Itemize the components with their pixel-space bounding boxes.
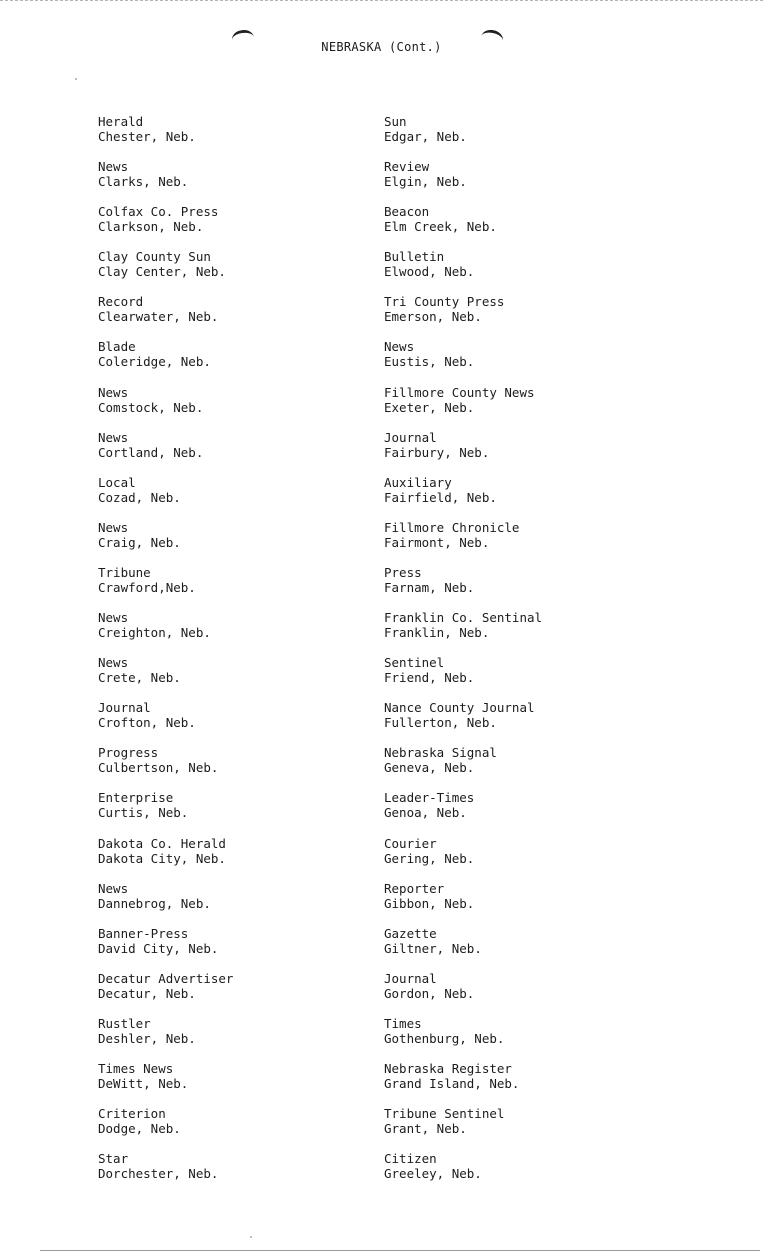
newspaper-entry [384, 700, 684, 745]
newspaper-entry [384, 790, 684, 835]
newspaper-location: Clay Center, Neb. [98, 264, 226, 280]
newspaper-entry [384, 610, 684, 655]
newspaper-location: Geneva, Neb. [384, 760, 475, 776]
newspaper-entry [98, 339, 398, 384]
newspaper-entry [98, 655, 398, 700]
newspaper-location: Curtis, Neb. [98, 805, 189, 821]
newspaper-name: Decatur Advertiser [98, 970, 234, 986]
newspaper-entry [384, 565, 684, 610]
right-column [384, 114, 684, 1196]
newspaper-entry [98, 1151, 398, 1196]
newspaper-location: Gibbon, Neb. [384, 895, 475, 911]
newspaper-location: Crofton, Neb. [98, 715, 196, 731]
newspaper-entry [384, 971, 684, 1016]
newspaper-entry [384, 881, 684, 926]
newspaper-name: Rustler [98, 1015, 151, 1031]
newspaper-entry [98, 1061, 398, 1106]
newspaper-name: Herald [98, 114, 144, 129]
newspaper-location: Creighton, Neb. [98, 625, 211, 641]
newspaper-name: Reporter [384, 880, 445, 896]
newspaper-location: Franklin, Neb. [384, 625, 490, 641]
newspaper-location: Gering, Neb. [384, 850, 475, 866]
newspaper-entry [384, 475, 684, 520]
newspaper-name: Fillmore Chronicle [384, 519, 520, 535]
newspaper-name: Progress [98, 745, 159, 761]
newspaper-entry [384, 204, 684, 249]
newspaper-location: Emerson, Neb. [384, 309, 482, 325]
newspaper-entry [384, 926, 684, 971]
newspaper-name: Journal [384, 970, 437, 986]
paper-speck [75, 78, 77, 80]
newspaper-entry [98, 204, 398, 249]
newspaper-location: Coleridge, Neb. [98, 354, 211, 370]
newspaper-location: Chester, Neb. [98, 129, 196, 144]
newspaper-entry [384, 745, 684, 790]
newspaper-location: DeWitt, Neb. [98, 1075, 189, 1091]
newspaper-location: Giltner, Neb. [384, 940, 482, 956]
newspaper-name: Journal [384, 429, 437, 445]
newspaper-location: Culbertson, Neb. [98, 760, 219, 776]
newspaper-name: News [98, 880, 129, 896]
newspaper-name: Criterion [98, 1106, 166, 1122]
newspaper-location: Grand Island, Neb. [384, 1075, 520, 1091]
newspaper-location: Elgin, Neb. [384, 174, 467, 190]
newspaper-location: Dorchester, Neb. [98, 1166, 219, 1182]
newspaper-entry [384, 1016, 684, 1061]
newspaper-name: News [98, 655, 129, 671]
newspaper-location: Fullerton, Neb. [384, 715, 497, 731]
newspaper-name: News [98, 384, 129, 400]
newspaper-name: Local [98, 474, 136, 490]
newspaper-location: Comstock, Neb. [98, 399, 204, 415]
newspaper-name: Auxiliary [384, 474, 452, 490]
newspaper-entry [384, 294, 684, 339]
newspaper-location: Farnam, Neb. [384, 579, 475, 595]
newspaper-location: Fairfield, Neb. [384, 489, 497, 505]
newspaper-location: Gordon, Neb. [384, 985, 475, 1001]
newspaper-name: News [98, 610, 129, 626]
newspaper-location: Craig, Neb. [98, 534, 181, 550]
newspaper-name: News [384, 339, 415, 355]
newspaper-entry [384, 249, 684, 294]
newspaper-entry [384, 114, 684, 159]
newspaper-location: Clarks, Neb. [98, 174, 189, 190]
newspaper-location: Decatur, Neb. [98, 985, 196, 1001]
newspaper-entry [98, 836, 398, 881]
newspaper-name: Sun [384, 114, 407, 129]
newspaper-name: Leader-Times [384, 790, 475, 806]
newspaper-entry [98, 565, 398, 610]
newspaper-name: Sentinel [384, 655, 445, 671]
page-title: NEBRASKA (Cont.) [321, 40, 442, 54]
newspaper-entry [384, 1151, 684, 1196]
newspaper-location: Clearwater, Neb. [98, 309, 219, 325]
newspaper-name: Tribune [98, 564, 151, 580]
newspaper-name: News [98, 429, 129, 445]
newspaper-name: Banner-Press [98, 925, 189, 941]
newspaper-entry [384, 430, 684, 475]
newspaper-name: Times [384, 1015, 422, 1031]
newspaper-name: Fillmore County News [384, 384, 535, 400]
newspaper-location: Dakota City, Neb. [98, 850, 226, 866]
newspaper-entry [384, 339, 684, 384]
newspaper-location: Fairbury, Neb. [384, 444, 490, 460]
newspaper-location: Edgar, Neb. [384, 129, 467, 144]
newspaper-name: Citizen [384, 1151, 437, 1167]
newspaper-location: Elwood, Neb. [384, 264, 475, 280]
newspaper-location: David City, Neb. [98, 940, 219, 956]
newspaper-location: Fairmont, Neb. [384, 534, 490, 550]
newspaper-name: Review [384, 159, 430, 175]
newspaper-name: Nance County Journal [384, 700, 535, 716]
newspaper-name: Franklin Co. Sentinal [384, 610, 543, 626]
newspaper-name: News [98, 159, 129, 175]
newspaper-entry [98, 881, 398, 926]
newspaper-entry [98, 1016, 398, 1061]
newspaper-entry [384, 520, 684, 565]
newspaper-location: Crawford,Neb. [98, 579, 196, 595]
newspaper-entry [98, 430, 398, 475]
newspaper-location: Grant, Neb. [384, 1121, 467, 1137]
newspaper-name: Gazette [384, 925, 437, 941]
newspaper-entry [98, 249, 398, 294]
newspaper-entry [98, 790, 398, 835]
newspaper-entry [98, 700, 398, 745]
newspaper-name: Clay County Sun [98, 249, 211, 265]
newspaper-location: Cozad, Neb. [98, 489, 181, 505]
newspaper-location: Cortland, Neb. [98, 444, 204, 460]
left-column [98, 114, 398, 1196]
newspaper-name: Bulletin [384, 249, 445, 265]
newspaper-entry [384, 1106, 684, 1151]
newspaper-entry [98, 114, 398, 159]
newspaper-location: Deshler, Neb. [98, 1030, 196, 1046]
newspaper-location: Eustis, Neb. [384, 354, 475, 370]
newspaper-entry [98, 926, 398, 971]
newspaper-location: Friend, Neb. [384, 670, 475, 686]
newspaper-entry [98, 971, 398, 1016]
newspaper-entry [98, 520, 398, 565]
newspaper-name: Times News [98, 1060, 174, 1076]
newspaper-name: Colfax Co. Press [98, 204, 219, 220]
newspaper-entry [98, 294, 398, 339]
newspaper-name: Star [98, 1151, 129, 1167]
page-bottom-edge [40, 1250, 760, 1251]
newspaper-entry [98, 745, 398, 790]
newspaper-entry [384, 836, 684, 881]
page-top-edge [0, 0, 763, 7]
newspaper-location: Dodge, Neb. [98, 1121, 181, 1137]
newspaper-name: Tribune Sentinel [384, 1106, 505, 1122]
newspaper-location: Elm Creek, Neb. [384, 219, 497, 235]
newspaper-entry [384, 655, 684, 700]
newspaper-name: Journal [98, 700, 151, 716]
newspaper-name: Dakota Co. Herald [98, 835, 226, 851]
newspaper-name: Nebraska Register [384, 1060, 512, 1076]
newspaper-entry [384, 159, 684, 204]
newspaper-location: Crete, Neb. [98, 670, 181, 686]
newspaper-name: Nebraska Signal [384, 745, 497, 761]
newspaper-location: Clarkson, Neb. [98, 219, 204, 235]
newspaper-entry [98, 610, 398, 655]
newspaper-location: Exeter, Neb. [384, 399, 475, 415]
newspaper-entry [98, 475, 398, 520]
newspaper-entry [384, 1061, 684, 1106]
newspaper-name: Beacon [384, 204, 430, 220]
paper-speck [250, 1236, 252, 1238]
newspaper-name: Blade [98, 339, 136, 355]
newspaper-entry [98, 159, 398, 204]
newspaper-location: Gothenburg, Neb. [384, 1030, 505, 1046]
newspaper-entry [98, 385, 398, 430]
newspaper-name: Press [384, 564, 422, 580]
newspaper-entry [384, 385, 684, 430]
newspaper-name: Record [98, 294, 144, 310]
newspaper-location: Dannebrog, Neb. [98, 895, 211, 911]
newspaper-name: News [98, 519, 129, 535]
newspaper-name: Tri County Press [384, 294, 505, 310]
newspaper-location: Greeley, Neb. [384, 1166, 482, 1182]
newspaper-entry [98, 1106, 398, 1151]
newspaper-name: Courier [384, 835, 437, 851]
newspaper-name: Enterprise [98, 790, 174, 806]
newspaper-location: Genoa, Neb. [384, 805, 467, 821]
